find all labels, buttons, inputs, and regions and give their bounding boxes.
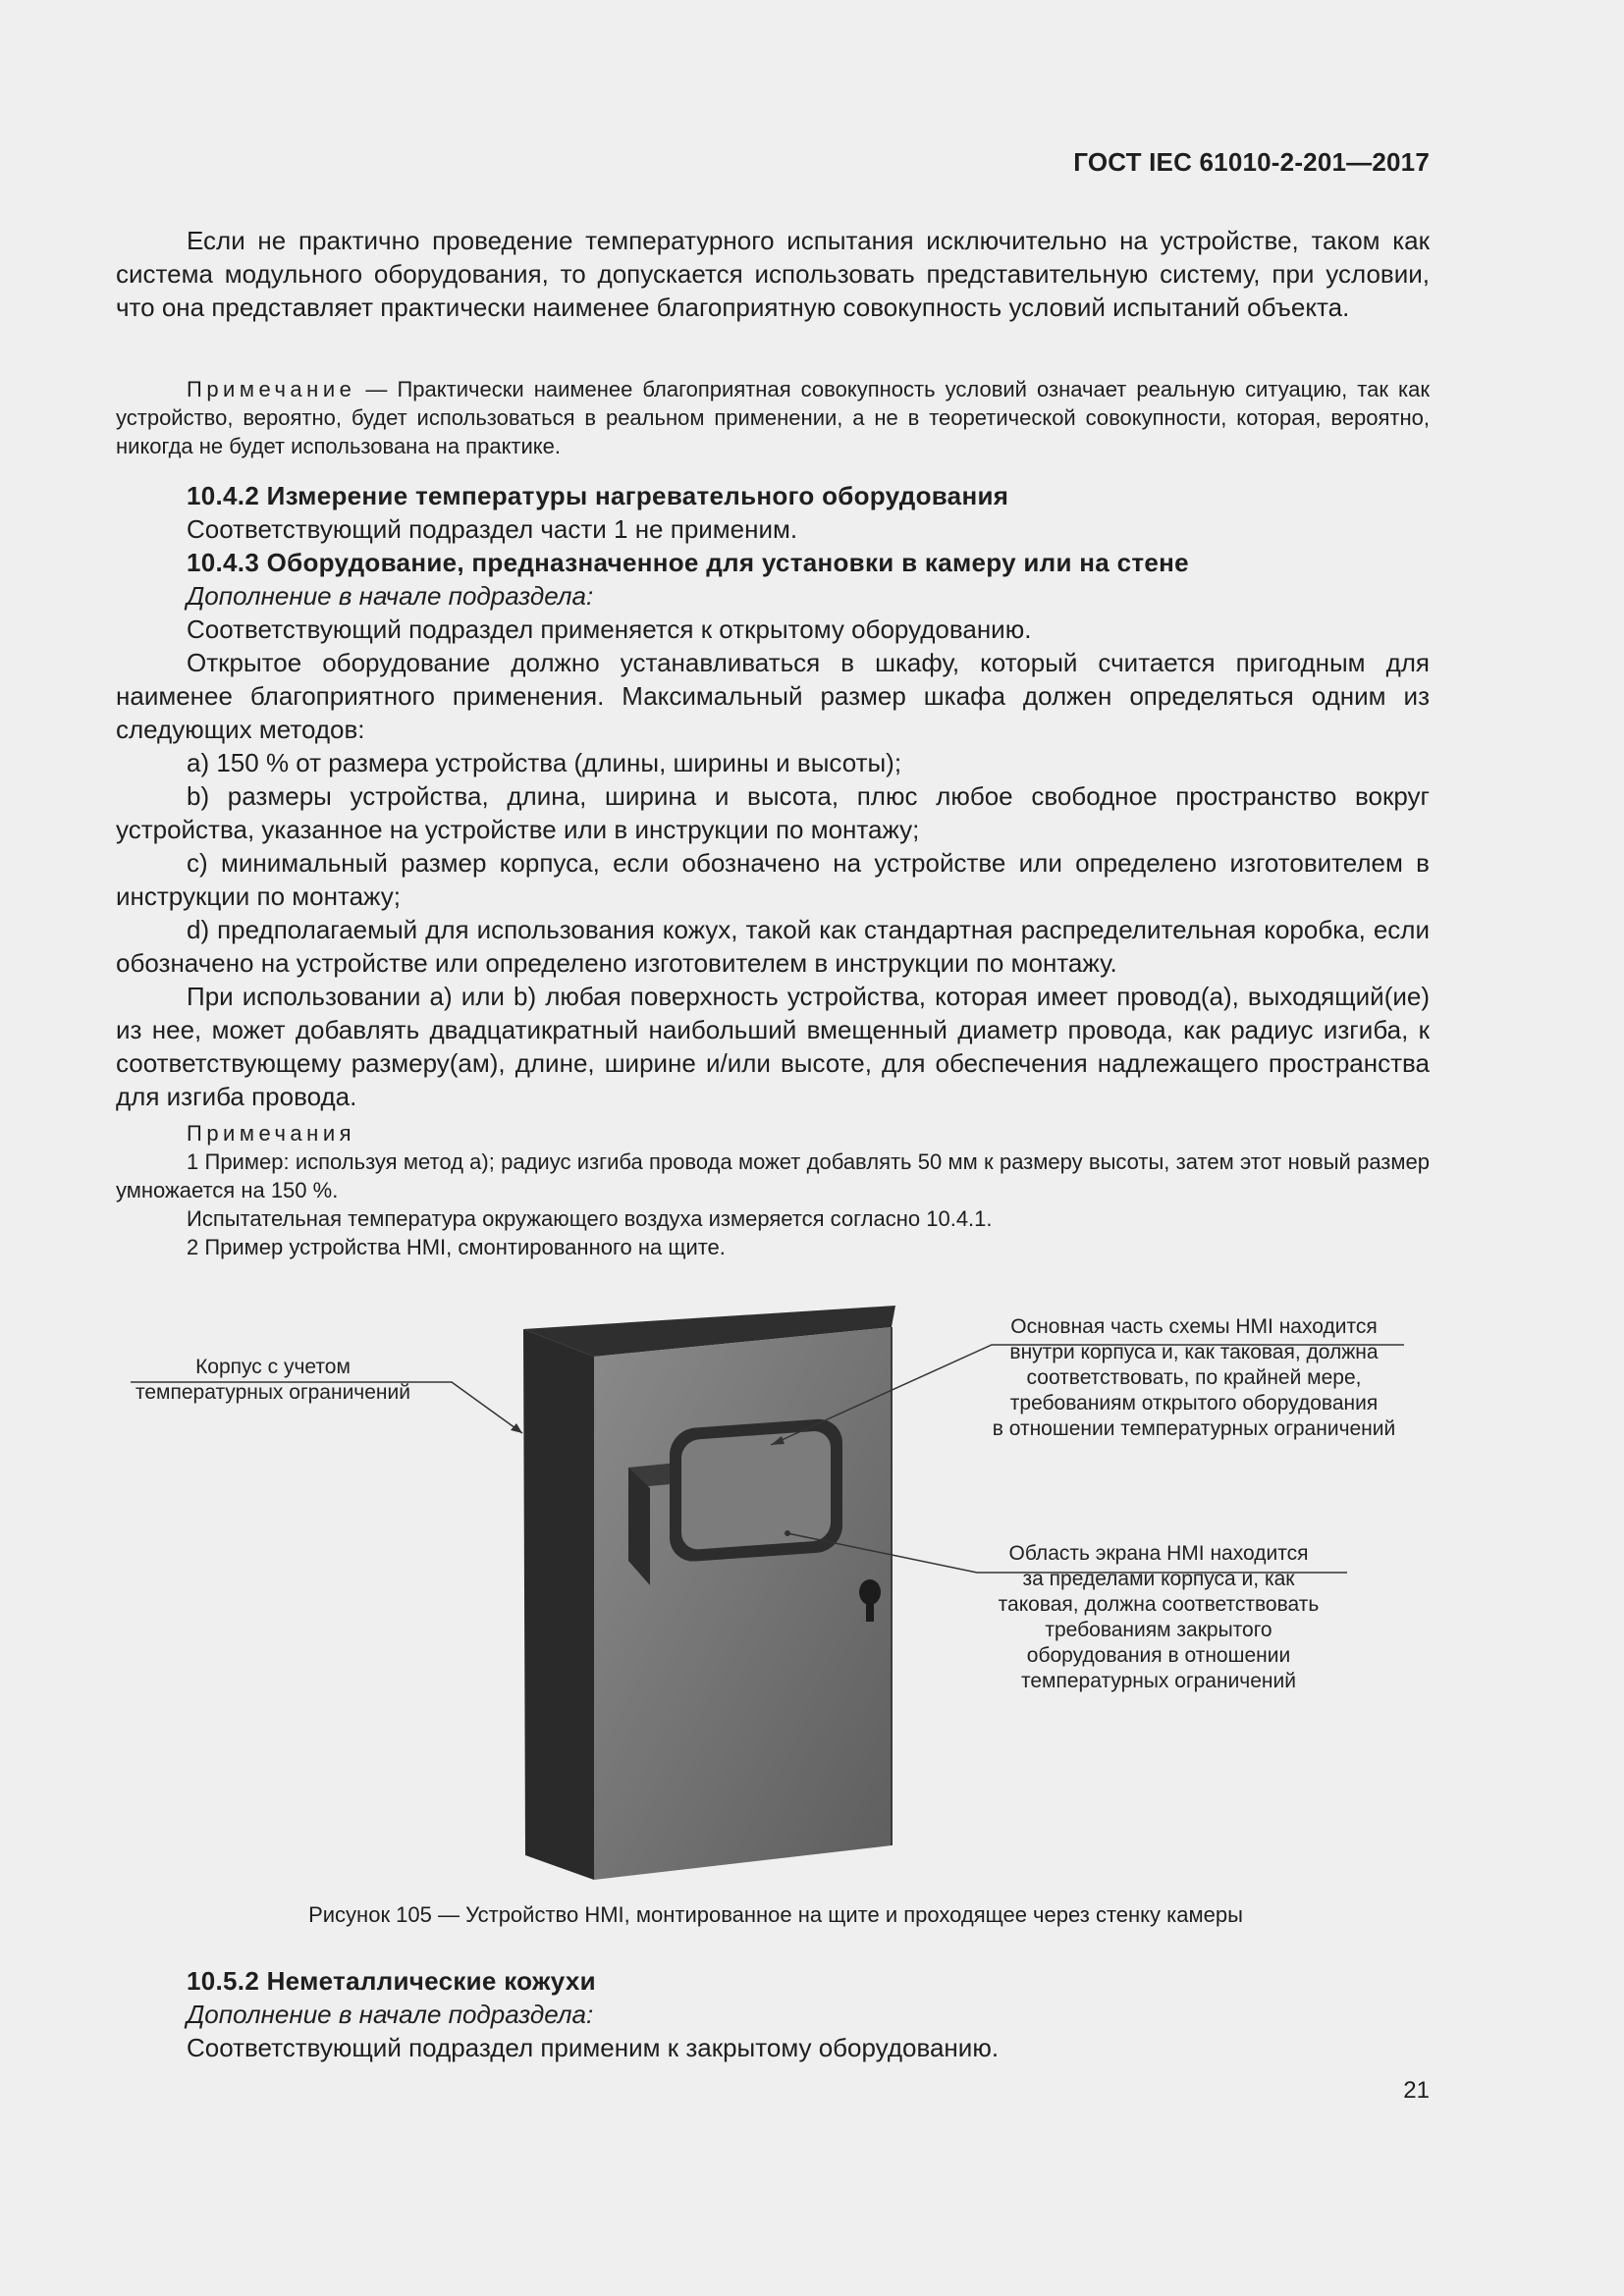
note-body: — Практически наименее благоприятная совокупность условий означает реальную ситуацию, так как устройство, вероятно, будет использоваться в реальном применении, а не в теоретической совокупности, которая, вероятно, никогда не будет использована на практике. — [116, 377, 1430, 458]
section-heading-10-5-2: 10.5.2 Неметаллические кожухи — [187, 1966, 596, 1996]
label-screen-line: требованиям закрытого — [1045, 1619, 1272, 1641]
label-screen-line: Область экрана HMI находится — [1008, 1542, 1309, 1565]
notes-block — [116, 1119, 1430, 1261]
intro-paragraph: Если не практично проведение температурного испытания исключительно на устройстве, таком как система модульного оборудования, то допускается использовать представительную систему, при условии, что она представляет практически наименее благоприятную совокупность условий испытаний объекта. — [116, 226, 1430, 322]
section-heading-10-4-3: 10.4.3 Оборудование, предназначенное для установки в камеру или на стене — [187, 548, 1189, 577]
figure-caption: Рисунок 105 — Устройство HMI, монтированное на щите и проходящее через стенку камеры — [308, 1902, 1243, 1927]
label-enclosure-line1: Корпус с учетом — [195, 1356, 351, 1378]
list-item-b: b) размеры устройства, длина, ширина и высота, плюс любое свободное пространство вокруг устройства, указанное на устройстве или в инструкции по монтажу; — [116, 781, 1430, 844]
intro-block — [116, 224, 1430, 324]
page-number: 21 — [1403, 2077, 1430, 2104]
list-item-d: d) предполагаемый для использования кожух, такой как стандартная распределительная коробка, если обозначено на устройстве или определено изготовителем в инструкции по монтажу. — [116, 915, 1430, 978]
enclosure-side — [523, 1329, 594, 1880]
paragraph-wire-bend: При использовании a) или b) любая поверхность устройства, которая имеет провод(а), выходящий(ие) из нее, может добавлять двадцатикратный наибольший вмещенный диаметр провода, как радиус изгиба, к соответствующему размеру(ам), длине, ширине и/или высоте, для обеспечения надлежащего пространства для изгиба провода. — [116, 982, 1430, 1111]
paragraph-cabinet: Открытое оборудование должно устанавливаться в шкафу, который считается пригодным для наименее благоприятного применения. Максимальный размер шкафа должен определяться одним из следующих методов: — [116, 648, 1430, 744]
label-screen-line: оборудования в отношении — [1026, 1644, 1291, 1667]
label-hmi-screen — [972, 1541, 1345, 1694]
addition-label-10-4-3: Дополнение в начале подраздела: — [187, 581, 594, 611]
section-10-5-2 — [116, 1964, 1430, 2064]
addition-label-10-5-2: Дополнение в начале подраздела: — [187, 2000, 594, 2029]
section-10-4-2 — [116, 479, 1430, 1113]
label-core-line: в отношении температурных ограничений — [992, 1417, 1396, 1440]
section-text-10-5-2: Соответствующий подраздел применим к закрытому оборудованию. — [187, 2033, 1000, 2062]
label-hmi-core — [939, 1314, 1449, 1442]
label-enclosure-line2: температурных ограничений — [135, 1381, 410, 1404]
label-core-line: соответствовать, по крайней мере, — [1026, 1366, 1362, 1389]
notes-label: Примечания — [187, 1121, 356, 1146]
label-core-line: Основная часть схемы HMI находится — [1010, 1315, 1378, 1338]
note-1: 1 Пример: используя метод a); радиус изгиба провода может добавлять 50 мм к размеру высоты, затем этот новый размер умножается на 150 %. — [116, 1149, 1430, 1202]
label-screen-line: за пределами корпуса и, как — [1022, 1568, 1295, 1590]
note-2: 2 Пример устройства HMI, смонтированного на щите. — [187, 1235, 726, 1259]
standard-header: ГОСТ IEC 61010-2-201—2017 — [1073, 147, 1430, 177]
label-screen-line: температурных ограничений — [1021, 1670, 1296, 1692]
note-label: Примечание — [187, 377, 356, 401]
list-item-a: a) 150 % от размера устройства (длины, ширины и высоты); — [187, 748, 902, 777]
intro-note — [116, 375, 1430, 460]
label-core-line: внутри корпуса и, как таковая, должна — [1009, 1341, 1379, 1363]
intro-note-text — [116, 375, 1430, 460]
label-core-line: требованиям открытого оборудования — [1009, 1392, 1379, 1415]
section-heading-10-4-2: 10.4.2 Измерение температуры нагревательного оборудования — [187, 481, 1009, 510]
hmi-screen — [681, 1430, 831, 1551]
list-item-c: c) минимальный размер корпуса, если обозначено на устройстве или определено изготовителем в инструкции по монтажу; — [116, 848, 1430, 911]
paragraph-applies-open: Соответствующий подраздел применяется к открытому оборудованию. — [187, 614, 1032, 644]
section-text-10-4-2: Соответствующий подраздел части 1 не применим. — [187, 514, 798, 544]
label-enclosure — [118, 1355, 428, 1406]
note-1-temperature: Испытательная температура окружающего воздуха измеряется согласно 10.4.1. — [187, 1206, 993, 1231]
label-screen-line: таковая, должна соответствовать — [998, 1593, 1320, 1616]
